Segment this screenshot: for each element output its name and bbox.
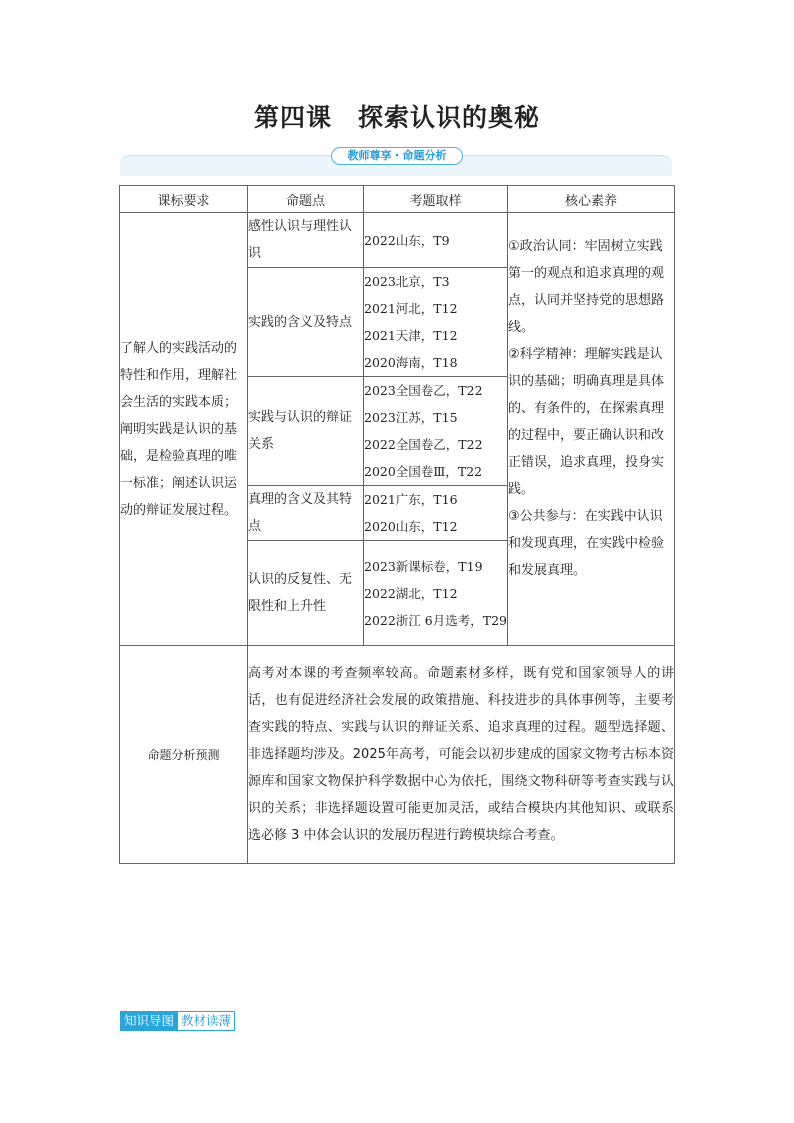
analysis-table [119, 185, 675, 864]
exam-cell [364, 377, 508, 486]
literacy-item: ②科学精神：理解实践是认识的基础；明确真理是具体的、有条件的，在探索真理的过程中，要正确认识和改正错误，追求真理，投身实践。 [508, 347, 665, 497]
exam-item: 2022浙江 6月选考，T29 [364, 612, 507, 628]
exam-item: 2022湖北，T12 [364, 585, 458, 601]
point-cell: 认识的反复性、无限性和上升性 [248, 541, 364, 646]
exam-item: 2023新课标卷，T19 [364, 558, 483, 574]
exam-cell [364, 541, 508, 646]
exam-item: 2021河北，T12 [364, 301, 458, 316]
page-title: 第四课 探索认识的奥秘 [253, 103, 540, 132]
header-exams: 考题取样 [364, 186, 508, 213]
tag-textbook-reading[interactable]: 教材读薄 [178, 1011, 235, 1031]
point-cell: 真理的含义及其特点 [248, 486, 364, 541]
exam-item: 2021天津，T12 [364, 328, 458, 343]
exam-item: 2023北京，T3 [364, 274, 450, 289]
table-row [120, 213, 675, 268]
requirement-cell: 了解人的实践活动的特性和作用，理解社会生活的实践本质；阐明实践是认识的基础，是检验真理的唯一标准；阐述认识运动的辩证发展过程。 [120, 213, 248, 646]
point-cell: 实践与认识的辩证关系 [248, 377, 364, 486]
exam-item: 2020全国卷Ⅲ，T22 [364, 464, 483, 479]
prediction-row [120, 646, 675, 864]
analysis-banner [120, 147, 672, 175]
exam-item: 2022山东，T9 [364, 232, 450, 248]
banner-label: 教师尊享・命题分析 [331, 147, 463, 165]
exam-item: 2020山东，T12 [364, 519, 458, 534]
tag-knowledge-map[interactable]: 知识导图 [120, 1011, 178, 1031]
literacy-item: ③公共参与：在实践中认识和发现真理，在实践中检验和发展真理。 [508, 509, 665, 578]
table-header-row [120, 186, 675, 213]
prediction-label: 命题分析预测 [120, 646, 248, 864]
exam-cell [364, 213, 508, 268]
literacy-item: ①政治认同：牢固树立实践第一的观点和追求真理的观点，认同并坚持党的思想路线。 [508, 239, 665, 335]
header-literacy: 核心素养 [508, 186, 675, 213]
exam-item: 2023江苏，T15 [364, 410, 458, 425]
prediction-text: 高考对本课的考查频率较高。命题素材多样，既有党和国家领导人的讲话，也有促进经济社会发展的政策措施、科技进步的具体事例等，主要考查实践的特点、实践与认识的辩证关系、追求真理的过程。题型选择题、非选择题均涉及。2025年高考，可能会以初步建成的国家文物考古标本资源库和国家文物保护科学数据中心为依托，围绕文物科研等考查实践与认识的关系；非选择题设置可能更加灵活，或结合模块内其他知识、或联系选必修 3 中体会认识的发展历程进行跨模块综合考查。 [248, 646, 675, 864]
footer-tags [120, 1011, 235, 1029]
point-cell: 实践的含义及特点 [248, 268, 364, 377]
exam-item: 2022全国卷乙，T22 [364, 437, 483, 452]
exam-item: 2020海南，T18 [364, 355, 458, 370]
exam-cell [364, 268, 508, 377]
exam-item: 2021广东，T16 [364, 492, 458, 507]
exam-item: 2023全国卷乙，T22 [364, 383, 483, 398]
exam-cell [364, 486, 508, 541]
header-requirement: 课标要求 [120, 186, 248, 213]
literacy-cell [508, 213, 675, 646]
point-cell: 感性认识与理性认识 [248, 213, 364, 268]
header-point: 命题点 [248, 186, 364, 213]
